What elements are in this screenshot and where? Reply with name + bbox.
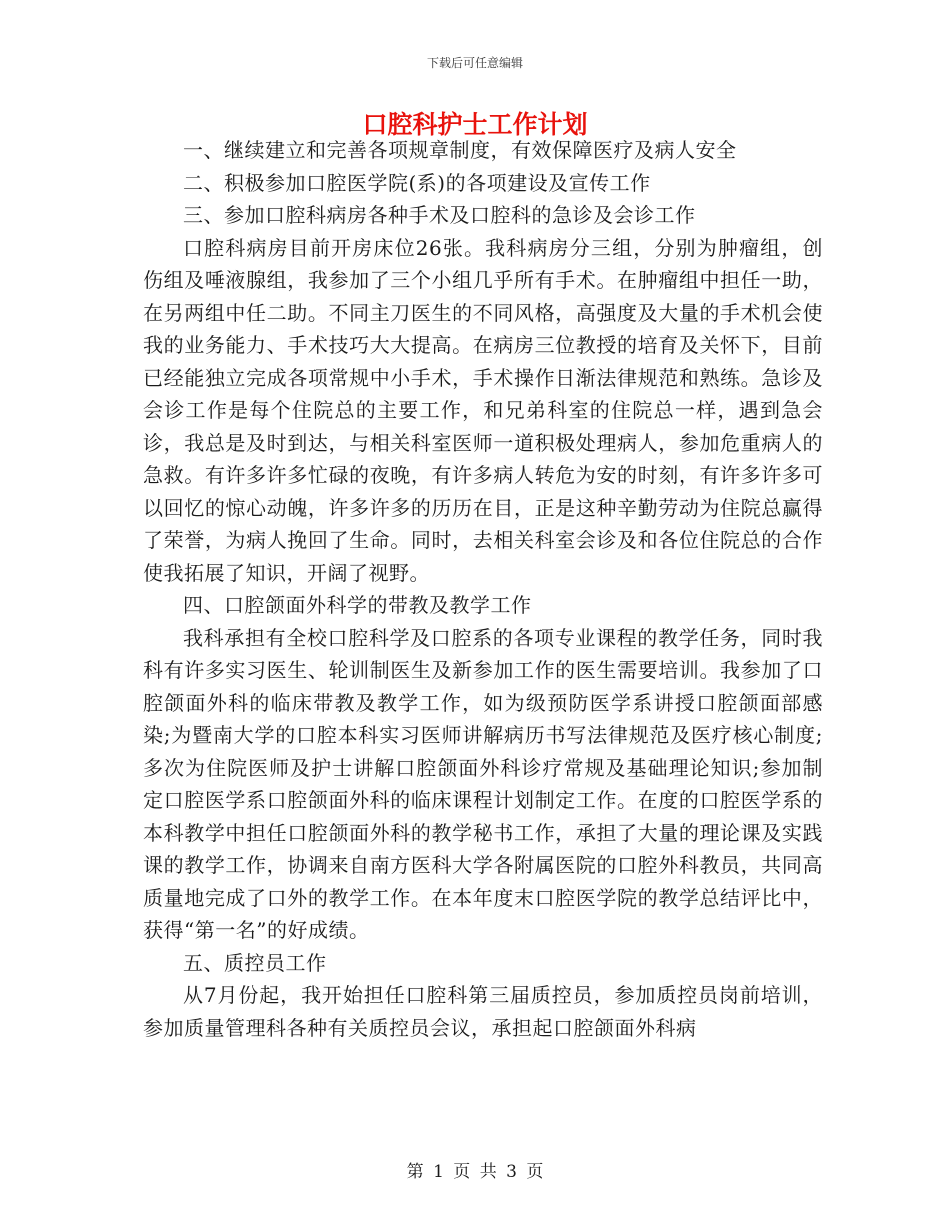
paragraph-section-3: 三、参加口腔科病房各种手术及口腔科的急诊及会诊工作 xyxy=(183,203,696,227)
paragraph-section-1: 一、继续建立和完善各项规章制度，有效保障医疗及病人安全 xyxy=(183,138,737,162)
paragraph-teaching-work: 我科承担有全校口腔科学及口腔系的各项专业课程的教学任务，同时我科有许多实习医生、轮训制医生及新参加工作的医生需要培训。我参加了口腔颌面外科的临床带教及教学工作，如为级预防医学系讲授口腔颌面部感染;为暨南大学的口腔本科实习医师讲解病历书写法律规范及医疗核心制度;多次为住院医师及护士讲解口腔颌面外科诊疗常规及基础理论知识;参加制定口腔医学系口腔颌面外科的临床课程计划制定工作。在度的口腔医学系的本科教学中担任口腔颌面外科的教学秘书工作，承担了大量的理论课及实践课的教学工作，协调来自南方医科大学各附属医院的口腔外科教员，共同高质量地完成了口外的教学工作。在本年度末口腔医学院的教学总结评比中，获得“第一名”的好成绩。 xyxy=(143,625,823,942)
paragraph-ward-work: 口腔科病房目前开房床位26张。我科病房分三组，分别为肿瘤组，创伤组及唾液腺组，我参加了三个小组几乎所有手术。在肿瘤组中担任一助，在另两组中任二助。不同主刀医生的不同风格，高强度及大量的手术机会使我的业务能力、手术技巧大大提高。在病房三位教授的培育及关怀下，目前已经能独立完成各项常规中小手术，手术操作日渐法律规范和熟练。急诊及会诊工作是每个住院总的主要工作，和兄弟科室的住院总一样，遇到急会诊，我总是及时到达，与相关科室医师一道积极处理病人，参加危重病人的急救。有许多许多忙碌的夜晚，有许多病人转危为安的时刻，有许多许多可以回忆的惊心动魄，许多许多的历历在目，正是这种辛勤劳动为住院总赢得了荣誉，为病人挽回了生命。同时，去相关科室会诊及和各位住院总的合作使我拓展了知识，开阔了视野。 xyxy=(143,235,823,585)
header-note: 下载后可任意编辑 xyxy=(426,56,523,70)
paragraph-section-4: 四、口腔颌面外科学的带教及教学工作 xyxy=(183,593,532,617)
document-title: 口腔科护士工作计划 xyxy=(362,110,588,139)
paragraph-quality-control: 从7月份起，我开始担任口腔科第三届质控员，参加质控员岗前培训，参加质量管理科各种有关质控员会议，承担起口腔颌面外科病 xyxy=(143,983,823,1040)
paragraph-section-2: 二、积极参加口腔医学院(系)的各项建设及宣传工作 xyxy=(183,170,651,195)
page-number-footer: 第 1 页 共 3 页 xyxy=(406,1162,544,1182)
document-body xyxy=(143,134,823,1044)
paragraph-section-5: 五、质控员工作 xyxy=(183,950,327,975)
